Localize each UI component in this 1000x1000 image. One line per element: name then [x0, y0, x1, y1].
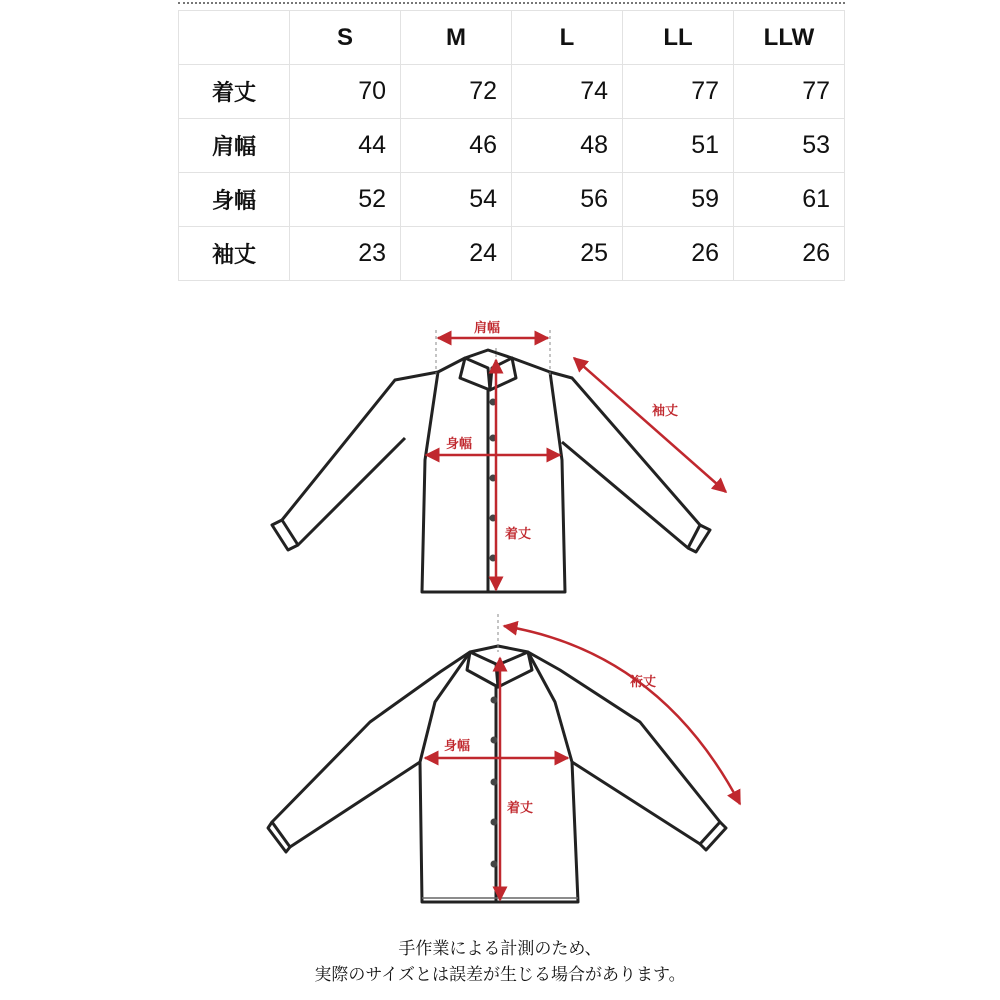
table-cell: 70: [290, 65, 401, 119]
table-cell: 26: [734, 227, 845, 281]
table-cell: 77: [734, 65, 845, 119]
table-row: [179, 65, 845, 119]
row-label-sleeve: 袖丈: [179, 227, 290, 281]
top-dotted-divider: [178, 2, 845, 4]
row-label-length: 着丈: [179, 65, 290, 119]
table-row: [179, 119, 845, 173]
row-label-shoulder: 肩幅: [179, 119, 290, 173]
table-cell: 53: [734, 119, 845, 173]
header-size-ll: LL: [623, 11, 734, 65]
header-size-l: L: [512, 11, 623, 65]
table-cell: 46: [401, 119, 512, 173]
table-cell: 26: [623, 227, 734, 281]
table-cell: 61: [734, 173, 845, 227]
measurement-note-line2: 実際のサイズとは誤差が生じる場合があります。: [314, 965, 686, 985]
shirt-measure-diagram: [260, 320, 760, 605]
measurement-note-line1: 手作業による計測のため、: [398, 939, 602, 959]
table-cell: 74: [512, 65, 623, 119]
table-row: [179, 227, 845, 281]
row-label-chest: 身幅: [179, 173, 290, 227]
table-cell: 59: [623, 173, 734, 227]
header-corner-cell: [179, 11, 290, 65]
table-cell: 44: [290, 119, 401, 173]
header-size-llw: LLW: [734, 11, 845, 65]
table-cell: 48: [512, 119, 623, 173]
table-cell: 54: [401, 173, 512, 227]
header-size-s: S: [290, 11, 401, 65]
header-size-m: M: [401, 11, 512, 65]
table-cell: 24: [401, 227, 512, 281]
measure-arrows: [426, 338, 726, 590]
table-cell: 56: [512, 173, 623, 227]
table-cell: 52: [290, 173, 401, 227]
raglan-measure-arrows: [425, 626, 740, 900]
label-sleeve: 袖丈: [652, 404, 679, 419]
size-header-row: [179, 11, 845, 65]
table-row: [179, 173, 845, 227]
label-chest: 身幅: [446, 437, 473, 452]
label-length: 着丈: [507, 801, 534, 816]
label-yuki: 裄丈: [630, 675, 657, 690]
size-table: [178, 10, 845, 281]
raglan-measure-diagram: [260, 612, 760, 912]
table-cell: 25: [512, 227, 623, 281]
table-cell: 51: [623, 119, 734, 173]
table-cell: 72: [401, 65, 512, 119]
label-length: 着丈: [505, 527, 532, 542]
table-cell: 23: [290, 227, 401, 281]
label-chest: 身幅: [444, 739, 471, 754]
table-cell: 77: [623, 65, 734, 119]
label-shoulder: 肩幅: [474, 321, 501, 336]
